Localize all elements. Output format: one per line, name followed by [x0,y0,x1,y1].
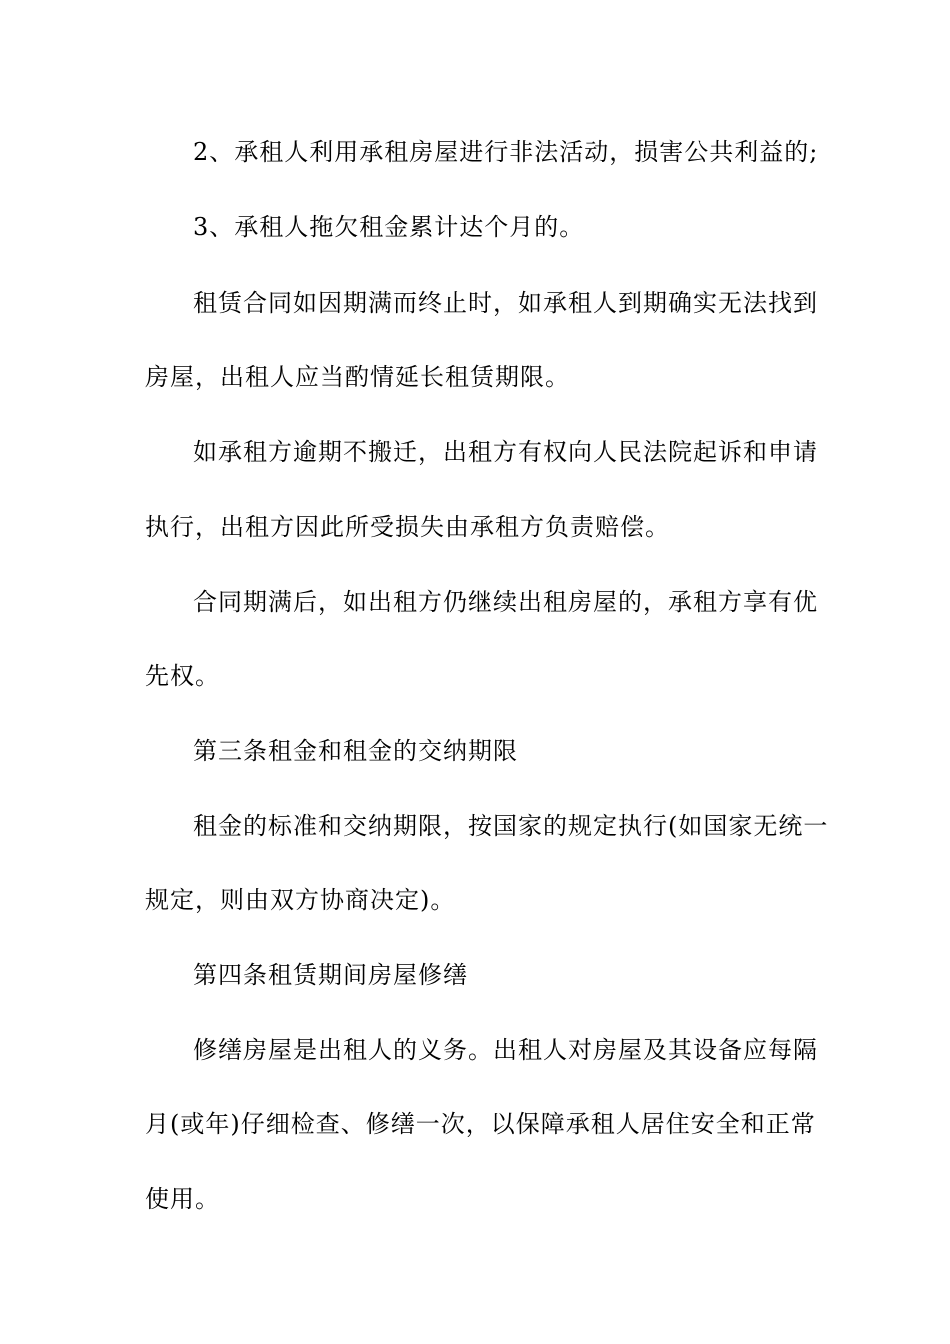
paragraph-line: 规定，则由双方协商决定)。 [145,886,456,914]
paragraph-line: 合同期满后，如出租方仍继续出租房屋的，承租方享有优 [193,588,818,616]
paragraph-line: 租赁合同如因期满而终止时，如承租人到期确实无法找到 [193,289,818,317]
paragraph-line: 如承租方逾期不搬迁，出租方有权向人民法院起诉和申请 [193,438,818,466]
clause-item-2: 2、承租人利用承租房屋进行非法活动，损害公共利益的; [193,138,819,166]
paragraph-line: 月(或年)仔细检查、修缮一次，以保障承租人居住安全和正常 [145,1110,816,1138]
paragraph-line: 先权。 [145,662,220,690]
paragraph-line: 使用。 [145,1185,220,1213]
clause-item-3: 3、承租人拖欠租金累计达个月的。 [193,213,585,241]
paragraph-line: 房屋，出租人应当酌情延长租赁期限。 [145,363,570,391]
paragraph-line: 租金的标准和交纳期限，按国家的规定执行(如国家无统一 [193,812,829,840]
section-heading-article-3: 第三条租金和租金的交纳期限 [193,737,518,765]
paragraph-line: 执行，出租方因此所受损失由承租方负责赔偿。 [145,513,670,541]
paragraph-line: 修缮房屋是出租人的义务。出租人对房屋及其设备应每隔 [193,1036,818,1064]
section-heading-article-4: 第四条租赁期间房屋修缮 [193,961,468,989]
